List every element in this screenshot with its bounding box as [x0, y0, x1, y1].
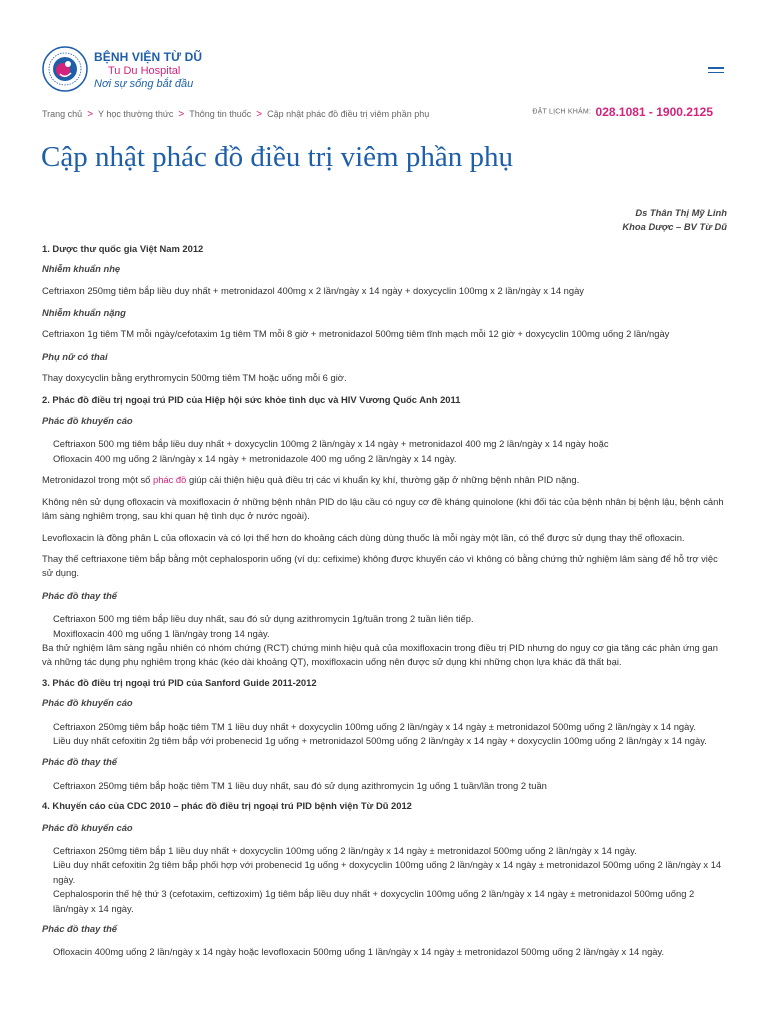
list-item: Ofloxacin 400mg uống 2 lần/ngày x 14 ngày hoặc levofloxacin 500mg uống 1 lần/ngày x 14 ngày ± metronidazol 500mg uống 2 lần/ngày x 14 ngày. — [53, 946, 665, 958]
chevron-right-icon: > — [256, 109, 263, 120]
article-author: Ds Thân Thị Mỹ Linh — [635, 207, 727, 218]
paragraph: Ba thử nghiệm lâm sàng ngẫu nhiên có nhóm chứng (RCT) chứng minh hiệu quả của moxifloxacin trong điều trị PID nhưng do nguy cơ gia tăng các phản ứng gan và những tác dụng phụ nghiêm trọng khác (kéo dài khoảng QT), moxifloxacin uống nên được sử dụng khi những chọn lựa khác đã thất bại. — [42, 641, 718, 668]
brand-block[interactable] — [94, 50, 202, 90]
subheading: Phác đồ khuyến cáo — [42, 821, 133, 833]
subheading: Nhiễm khuẩn nhẹ — [42, 263, 121, 275]
hotline-label: ĐẶT LỊCH KHÁM: — [532, 108, 592, 116]
booking-hotline — [532, 103, 713, 121]
paragraph: Ceftriaxon 1g tiêm TM mỗi ngày/cefotaxim 1g tiêm TM mỗi 8 giờ + metronidazol 500mg tiêm tĩnh mạch mỗi 12 giờ + doxycyclin 100mg uống 2 lần/ngày — [42, 328, 670, 340]
breadcrumb-home[interactable]: Trang chủ — [42, 109, 83, 119]
breadcrumb-drug-info[interactable]: Thông tin thuốc — [189, 109, 252, 119]
breadcrumb-medical-knowledge[interactable]: Y học thường thức — [98, 109, 174, 119]
list-item: Ceftriaxon 500 mg tiêm bắp liều duy nhất, sau đó sử dụng azithromycin 1g/tuần trong 2 tuần liên tiếp. — [53, 613, 474, 625]
section-heading: 4. Khuyến cáo của CDC 2010 – phác đồ điều trị ngoại trú PID bệnh viện Từ Dũ 2012 — [42, 800, 412, 812]
paragraph: Levofloxacin là đồng phân L của ofloxacin và có lợi thế hơn do khoảng cách dùng dùng thuốc là mỗi ngày một lần, có thể được sử dụng thay thế ofloxacin. — [42, 531, 685, 543]
article-department: Khoa Dược – BV Từ Dũ — [622, 221, 727, 233]
subheading: Nhiễm khuẩn nặng — [42, 307, 126, 319]
site-header — [0, 0, 768, 100]
list-item: Ceftriaxon 500 mg tiêm bắp liều duy nhất + doxycyclin 100mg 2 lần/ngày x 14 ngày + metronidazol 400 mg 2 lần/ngày x 14 ngày hoặc — [53, 438, 609, 450]
subheading: Phác đồ thay thế — [42, 589, 118, 601]
hotline-numbers[interactable]: 028.1081 - 1900.2125 — [595, 104, 713, 119]
paragraph: Thay thế ceftriaxone tiêm bắp bằng một cephalosporin uống (ví dụ: cefixime) không được khuyến cáo vì không có bằng chứng thử nghiệm lâm sàng để hỗ trợ việc sử dụng. — [42, 552, 718, 579]
paragraph: Không nên sử dụng ofloxacin và moxifloxacin ở những bệnh nhân PID do lậu cầu có nguy cơ đề kháng quinolone (khi đối tác của bệnh nhân bị bệnh lậu, bệnh cảnh lâm sàng nghiêm trọng, sau khi quan hệ tình dục ở nước ngoài). — [42, 495, 724, 522]
chevron-right-icon: > — [87, 109, 94, 120]
list-item: Moxifloxacin 400 mg uống 1 lần/ngày trong 14 ngày. — [53, 627, 270, 639]
hospital-logo-icon[interactable] — [42, 46, 88, 92]
brand-tagline: Nơi sự sống bắt đầu — [94, 78, 194, 90]
brand-name: BỆNH VIỆN TỪ DŨ — [94, 50, 203, 64]
subheading: Phác đồ thay thế — [42, 923, 118, 935]
section-heading: 3. Phác đồ điều trị ngoại trú PID của Sanford Guide 2011-2012 — [42, 676, 317, 688]
paragraph: Ceftriaxon 250mg tiêm bắp liều duy nhất + metronidazol 400mg x 2 lần/ngày x 14 ngày + doxycyclin 100mg x 2 lần/ngày x 14 ngày — [42, 284, 584, 296]
article-body — [42, 206, 727, 960]
paragraph — [42, 473, 727, 487]
paragraph-text: Metronidazol trong một số — [42, 474, 153, 486]
list-item: Ofloxacin 400 mg uống 2 lần/ngày x 14 ngày + metronidazole 400 mg uống 2 lần/ngày x 14 ngày. — [53, 452, 457, 464]
breadcrumb-current: Cập nhật phác đồ điều trị viêm phần phụ — [267, 109, 430, 119]
paragraph: Thay doxycyclin bằng erythromycin 500mg tiêm TM hoặc uống mỗi 6 giờ. — [42, 372, 347, 384]
paragraph-text: giúp cải thiện hiệu quả điều trị các vi khuẩn kỵ khí, thường gặp ở những bệnh nhân PID nặng. — [186, 474, 580, 486]
list-item: Ceftriaxon 250mg tiêm bắp hoặc tiêm TM 1 liều duy nhất + doxycyclin 100mg uống 2 lần/ngày x 14 ngày ± metronidazol 500mg uống 2 lần/ngày x 14 ngày. — [53, 720, 696, 732]
chevron-right-icon: > — [178, 109, 185, 120]
section-heading: 1. Dược thư quốc gia Việt Nam 2012 — [42, 242, 204, 254]
hamburger-menu-icon[interactable] — [708, 67, 724, 75]
section-heading: 2. Phác đồ điều trị ngoại trú PID của Hiệp hội sức khỏe tình dục và HIV Vương Quốc Anh 2011 — [42, 393, 461, 405]
subheading: Phác đồ khuyến cáo — [42, 415, 133, 427]
list-item: Cephalosporin thế hệ thứ 3 (cefotaxim, ceftizoxim) 1g tiêm bắp liều duy nhất + doxycyclin 100mg uống 2 lần/ngày x 14 ngày ± metronidazol 500mg uống 2 lần/ngày x 14 ngày. — [53, 888, 695, 914]
breadcrumb — [42, 109, 429, 120]
protocol-link[interactable]: phác đồ — [153, 474, 187, 486]
list-item: Ceftriaxon 250mg tiêm bắp hoặc tiêm TM 1 liều duy nhất, sau đó sử dụng azithromycin 1g uống 1 tuần/lần trong 2 tuần — [53, 779, 547, 791]
list-item: Liều duy nhất cefoxitin 2g tiêm bắp với probenecid 1g uống + metronidazol 500mg uống 2 lần/ngày x 14 ngày + doxycyclin 100mg uống 2 lần/ngày x 14 ngày. — [53, 734, 707, 746]
subheading: Phác đồ khuyến cáo — [42, 697, 133, 709]
page-title: Cập nhật phác đồ điều trị viêm phần phụ — [41, 141, 513, 173]
list-item: Ceftriaxon 250mg tiêm bắp 1 liều duy nhất + doxycyclin 100mg uống 2 lần/ngày x 14 ngày ± metronidazol 500mg uống 2 lần/ngày x 14 ngày. — [53, 845, 637, 856]
subheading: Phác đồ thay thế — [42, 756, 118, 768]
list-item: Liều duy nhất cefoxitin 2g tiêm bắp phối hợp với probenecid 1g uống + doxycyclin 100mg uống 2 lần/ngày x 14 ngày ± metronidazol 500mg uống 2 lần/ngày x 14 ngày. — [53, 859, 722, 885]
subheading: Phụ nữ có thai — [42, 350, 108, 362]
brand-english-name: Tu Du Hospital — [108, 65, 181, 77]
